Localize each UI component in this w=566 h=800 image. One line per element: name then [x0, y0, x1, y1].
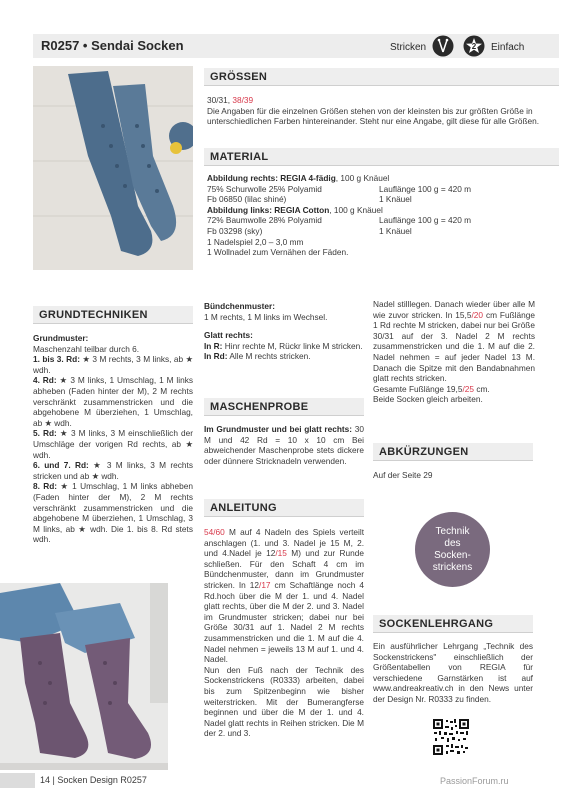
section-heading-anleitung: ANLEITUNG — [204, 499, 364, 517]
section-heading-maschenprobe: MASCHENPROBE — [204, 398, 364, 416]
sockenlehrgang-text: Ein ausführlicher Lehrgang „Technik des Sockenstrickens" einschließlich der Größentabellen von REGIA für verschiedene Garnstärken ist auf www.andreakreativ.ch in den News unter der Design Nr. R0333 zu finden. — [373, 641, 533, 704]
footer-bar — [0, 773, 35, 788]
technique-badge: Technik des Socken- strickens — [415, 512, 490, 587]
knitting-needles-icon — [432, 35, 454, 57]
footer-page-info: 14 | Socken Design R0257 — [40, 775, 147, 785]
anleitung-text: 54/60 M auf 4 Nadeln des Spiels verteilt anschlagen (1. und 3. Nadel je 15 M, 2. und 4.Nadel je 12/15 M) und zur Runde schließen. Für den Schaft 4 cm im Bündchenmuster, dann im Grundmuster stricken. In 12/17 cm Schaftlänge noch 4 Rd.hoch über die M der 1. und 4. Nadel glatt rechts, über die M der 2. und 3. Nadel im Grundmuster stricken; dabei nur bei Größe 30/31 auf 1. Nadel 2 M rechts zusammenstricken und die 1. M auf die 4. Nadel nehmen = jeweils 13 M auf 1. und 4. Nadel. Nun den Fuß nach der Technik des Sockenstrickens (R0333) arbeiten, dabei bis zum Spitzenbeginn wie bisher weiterstricken. Mit der Bumerangferse beginnen und über die M der 1. und 4. Nadel glatt rechts in Reihen stricken. Die M der 2. und 3. — [204, 527, 364, 739]
section-heading-material: MATERIAL — [204, 148, 559, 166]
socks-photo-top — [33, 66, 193, 270]
abkuerzungen-text: Auf der Seite 29 — [373, 470, 433, 480]
anleitung-continued-text: Nadel stilllegen. Danach wieder über alle M wie zuvor stricken. In 15,5/20 cm Fußlänge 1 Rd rechte M stricken, dabei nur bei Größe 30/31 auf der 3. Nadel 2 M rechts zusammenstricken und die 1. M auf die 2. Nadel nehmen = auf jeder Nadel 13 M. Danach die Spitze mit den Bandabnahmen glatt rechts stricken. Gesamte Fußlänge 19,5/25 cm. Beide Socken gleich arbeiten. — [373, 299, 535, 405]
difficulty-label: Einfach — [491, 42, 525, 53]
groessen-text: 30/31, 38/39 Die Angaben für die einzelnen Größen stehen von der kleinsten bis zur größten Größe in unterschiedlichen Farben hintereinander. Steht nur eine Angabe, gilt diese für alle Größen. — [207, 95, 540, 127]
section-heading-grundtechniken: GRUNDTECHNIKEN — [33, 306, 193, 324]
section-heading-abkuerzungen: ABKÜRZUNGEN — [373, 443, 533, 461]
section-heading-sockenlehrgang: SOCKENLEHRGANG — [373, 615, 533, 633]
difficulty-level: 2 — [471, 41, 477, 51]
pattern-title: R0257 • Sendai Socken — [41, 38, 184, 53]
technique-label: Stricken — [390, 42, 427, 53]
section-heading-groessen: GRÖSSEN — [204, 68, 559, 86]
maschenprobe-text: Im Grundmuster und bei glatt rechts: 30 M und 42 Rd = 10 x 10 cm Bei abweichender Maschenprobe stets dickere oder dünnere Stricknadeln verwenden. — [204, 424, 364, 466]
grundtechniken-text: Grundmuster: Maschenzahl teilbar durch 6. 1. bis 3. Rd: ★ 3 M rechts, 3 M links, ab ★ wdh. 4. Rd: ★ 3 M links, 1 Umschlag, 1 M links abheben (Faden hinter der M), 2 M rechts verschränkt zusammenstricken und die abgehobene M überziehen, 1 Umschlag, ab ★ wdh. 5. Rd: ★ 3 M links, 3 M einschließlich der Umschläge der vorigen Rd rechts, ab ★ wdh. 6. und 7. Rd: ★ 3 M links, 3 M rechts stricken und ab ★ wdh. 8. Rd: ★ 1 Umschlag, 1 M links abheben (Faden hinter der M), 2 M rechts verschränkt zusammenstricken und die abgehobene M überziehen, 1 Umschlag, 3 M links, ab ★ wdh. Die 1. bis 8. Rd stets wdh. — [33, 333, 193, 545]
bundchen-glatt-text: Bündchenmuster: 1 M rechts, 1 M links im Wechsel. Glatt rechts: In R: Hinr rechte M, Rückr linke M stricken. In Rd: Alle M rechts stricken. — [204, 301, 363, 362]
material-text: Abbildung rechts: REGIA 4-fädig, 100 g Knäuel 75% Schurwolle 25% Polyamid Lauflänge 100 g = 420 m Fb 06850 (lilac shiné) 1 Knäuel Abbildung links: REGIA Cotton, 100 g Knäuel 72% Baumwolle 28% Polyamid Lauflänge 100 g = 420 m Fb 03298 (sky) 1 Knäuel 1 Nadelspiel 2,0 – 3,0 mm 1 Wollnadel zum Vernähen der Fäden. — [207, 173, 472, 258]
watermark: PassionForum.ru — [440, 776, 509, 786]
qr-code[interactable] — [432, 718, 470, 756]
socks-photo-bottom — [0, 583, 168, 770]
difficulty-star-icon — [463, 35, 485, 57]
